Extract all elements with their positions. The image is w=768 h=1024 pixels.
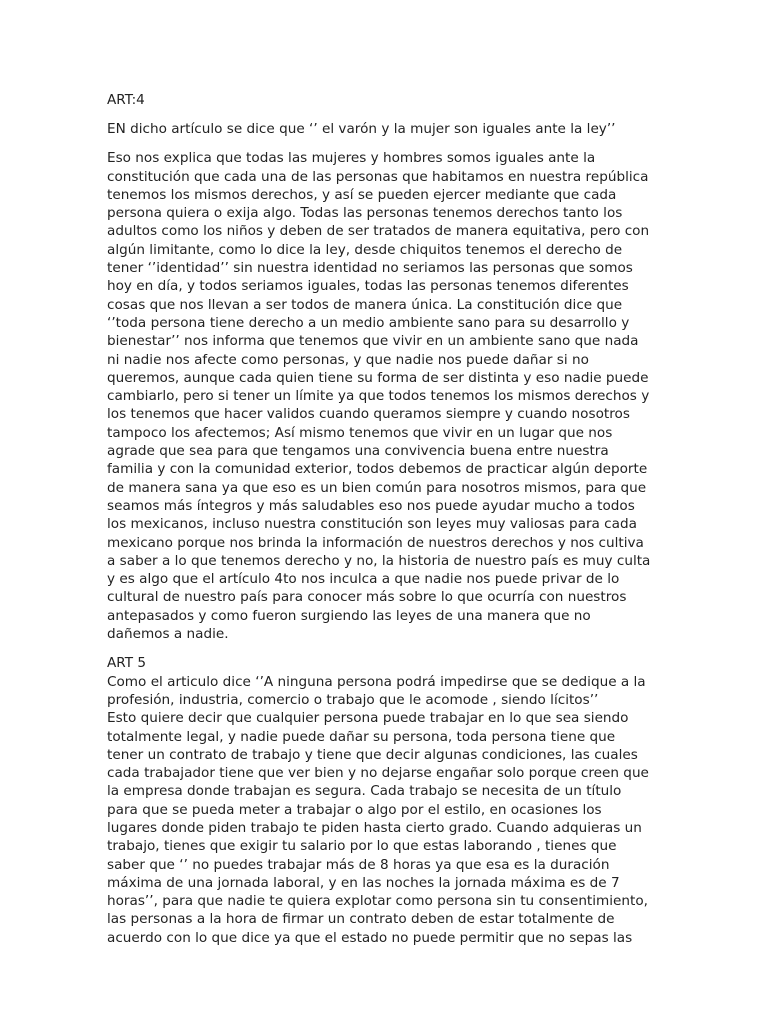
text-line: queremos, aunque cada quien tiene su forma de ser distinta y eso nadie puede (107, 369, 649, 386)
text-line: ‘’toda persona tiene derecho a un medio ambiente sano para su desarrollo y (107, 314, 630, 331)
article-4-section (107, 90, 663, 643)
text-line: acuerdo con lo que dice ya que el estado no puede permitir que no sepas las (107, 929, 633, 946)
article-5-section (107, 654, 663, 947)
article-4-body (107, 149, 663, 643)
text-line: tampoco los afectemos; Así mismo tenemos que vivir en un lugar que nos (107, 424, 613, 441)
text-line: profesión, industria, comercio o trabajo que le acomode , siendo lícitos’’ (107, 691, 599, 708)
text-line: cosas que nos llevan a ser todos de manera única. La constitución dice que (107, 296, 623, 313)
text-line: saber que ‘’ no puedes trabajar más de 8 horas ya que esa es la duración (107, 856, 610, 873)
text-line: y es algo que el artículo 4to nos inculca a que nadie nos puede privar de lo (107, 571, 620, 588)
text-line: Como el articulo dice ‘’A ninguna persona podrá impedirse que se dedique a la (107, 673, 646, 690)
text-line: constitución que cada una de las personas que habitamos en nuestra república (107, 168, 649, 185)
text-line: de manera sana ya que eso es un bien común para nosotros mismos, para que (107, 479, 647, 496)
text-line: cambiarlo, pero si tener un límite ya que todos tenemos los mismos derechos y (107, 388, 650, 405)
text-line: trabajo, tienes que exigir tu salario por lo que estas laborando , tienes que (107, 838, 617, 855)
document-page (107, 90, 663, 958)
text-line: cultural de nuestro país para conocer más sobre lo que ocurría con nuestros (107, 589, 627, 606)
text-line: cada trabajador tiene que ver bien y no dejarse engañar solo porque creen que (107, 765, 649, 782)
text-line: hoy en día, y todos seriamos iguales, todas las personas tenemos diferentes (107, 278, 629, 295)
text-line: familia y con la comunidad exterior, todos debemos de practicar algún deporte (107, 461, 648, 478)
text-line: los tenemos que hacer validos cuando queramos siempre y cuando nosotros (107, 406, 630, 423)
article-4-heading: ART:4 (107, 92, 145, 108)
text-line: lugares donde piden trabajo te piden hasta cierto grado. Cuando adquieras un (107, 819, 642, 836)
text-line: ni nadie nos afecte como personas, y que nadie nos puede dañar si no (107, 351, 589, 368)
text-line: mexicano porque nos brinda la información de nuestros derechos y nos cultiva (107, 534, 644, 551)
article-5-heading: ART 5 (107, 655, 147, 672)
text-line: tener ‘’identidad’’ sin nuestra identidad no seriamos las personas que somos (107, 260, 633, 277)
article-5-body (107, 654, 663, 947)
text-line: los mexicanos, incluso nuestra constitución son leyes muy valiosas para cada (107, 516, 637, 533)
text-line: horas’’, para que nadie te quiera explotar como persona sin tu consentimiento, (107, 893, 649, 910)
text-line: seamos más íntegros y más saludables eso nos puede ayudar mucho a todos (107, 497, 635, 514)
text-line: máxima de una jornada laboral, y en las noches la jornada máxima es de 7 (107, 874, 620, 891)
text-line: bienestar’’ nos informa que tenemos que vivir en un ambiente sano que nada (107, 333, 639, 350)
text-line: para que se pueda meter a trabajar o algo por el estilo, en ocasiones los (107, 801, 602, 818)
text-line: persona quiera o exija algo. Todas las personas tenemos derechos tanto los (107, 205, 623, 222)
article-4-intro: EN dicho artículo se dice que ‘’ el varón y la mujer son iguales ante la ley’’ (107, 121, 616, 137)
text-line: Eso nos explica que todas las mujeres y hombres somos iguales ante la (107, 150, 596, 167)
text-line: Esto quiere decir que cualquier persona puede trabajar en lo que sea siendo (107, 710, 629, 727)
text-line: totalmente legal, y nadie puede dañar su persona, toda persona tiene que (107, 728, 616, 745)
text-line: la empresa donde trabajan es segura. Cada trabajo se necesita de un título (107, 783, 622, 800)
text-line: dañemos a nadie. (107, 626, 229, 643)
text-line: las personas a la hora de firmar un contrato deben de estar totalmente de (107, 911, 615, 928)
text-line: agrade que sea para que tengamos una convivencia buena entre nuestra (107, 443, 609, 460)
text-line: adultos como los niños y deben de ser tratados de manera equitativa, pero con (107, 223, 650, 240)
text-line: a saber a lo que tenemos derecho y no, la historia de nuestro país es muy culta (107, 552, 651, 569)
text-line: tener un contrato de trabajo y tiene que decir algunas condiciones, las cuales (107, 746, 638, 763)
text-line: algún limitante, como lo dice la ley, desde chiquitos tenemos el derecho de (107, 241, 623, 258)
text-line: tenemos los mismos derechos, y así se pueden ejercer mediante que cada (107, 186, 617, 203)
text-line: antepasados y como fueron surgiendo las leyes de una manera que no (107, 607, 591, 624)
